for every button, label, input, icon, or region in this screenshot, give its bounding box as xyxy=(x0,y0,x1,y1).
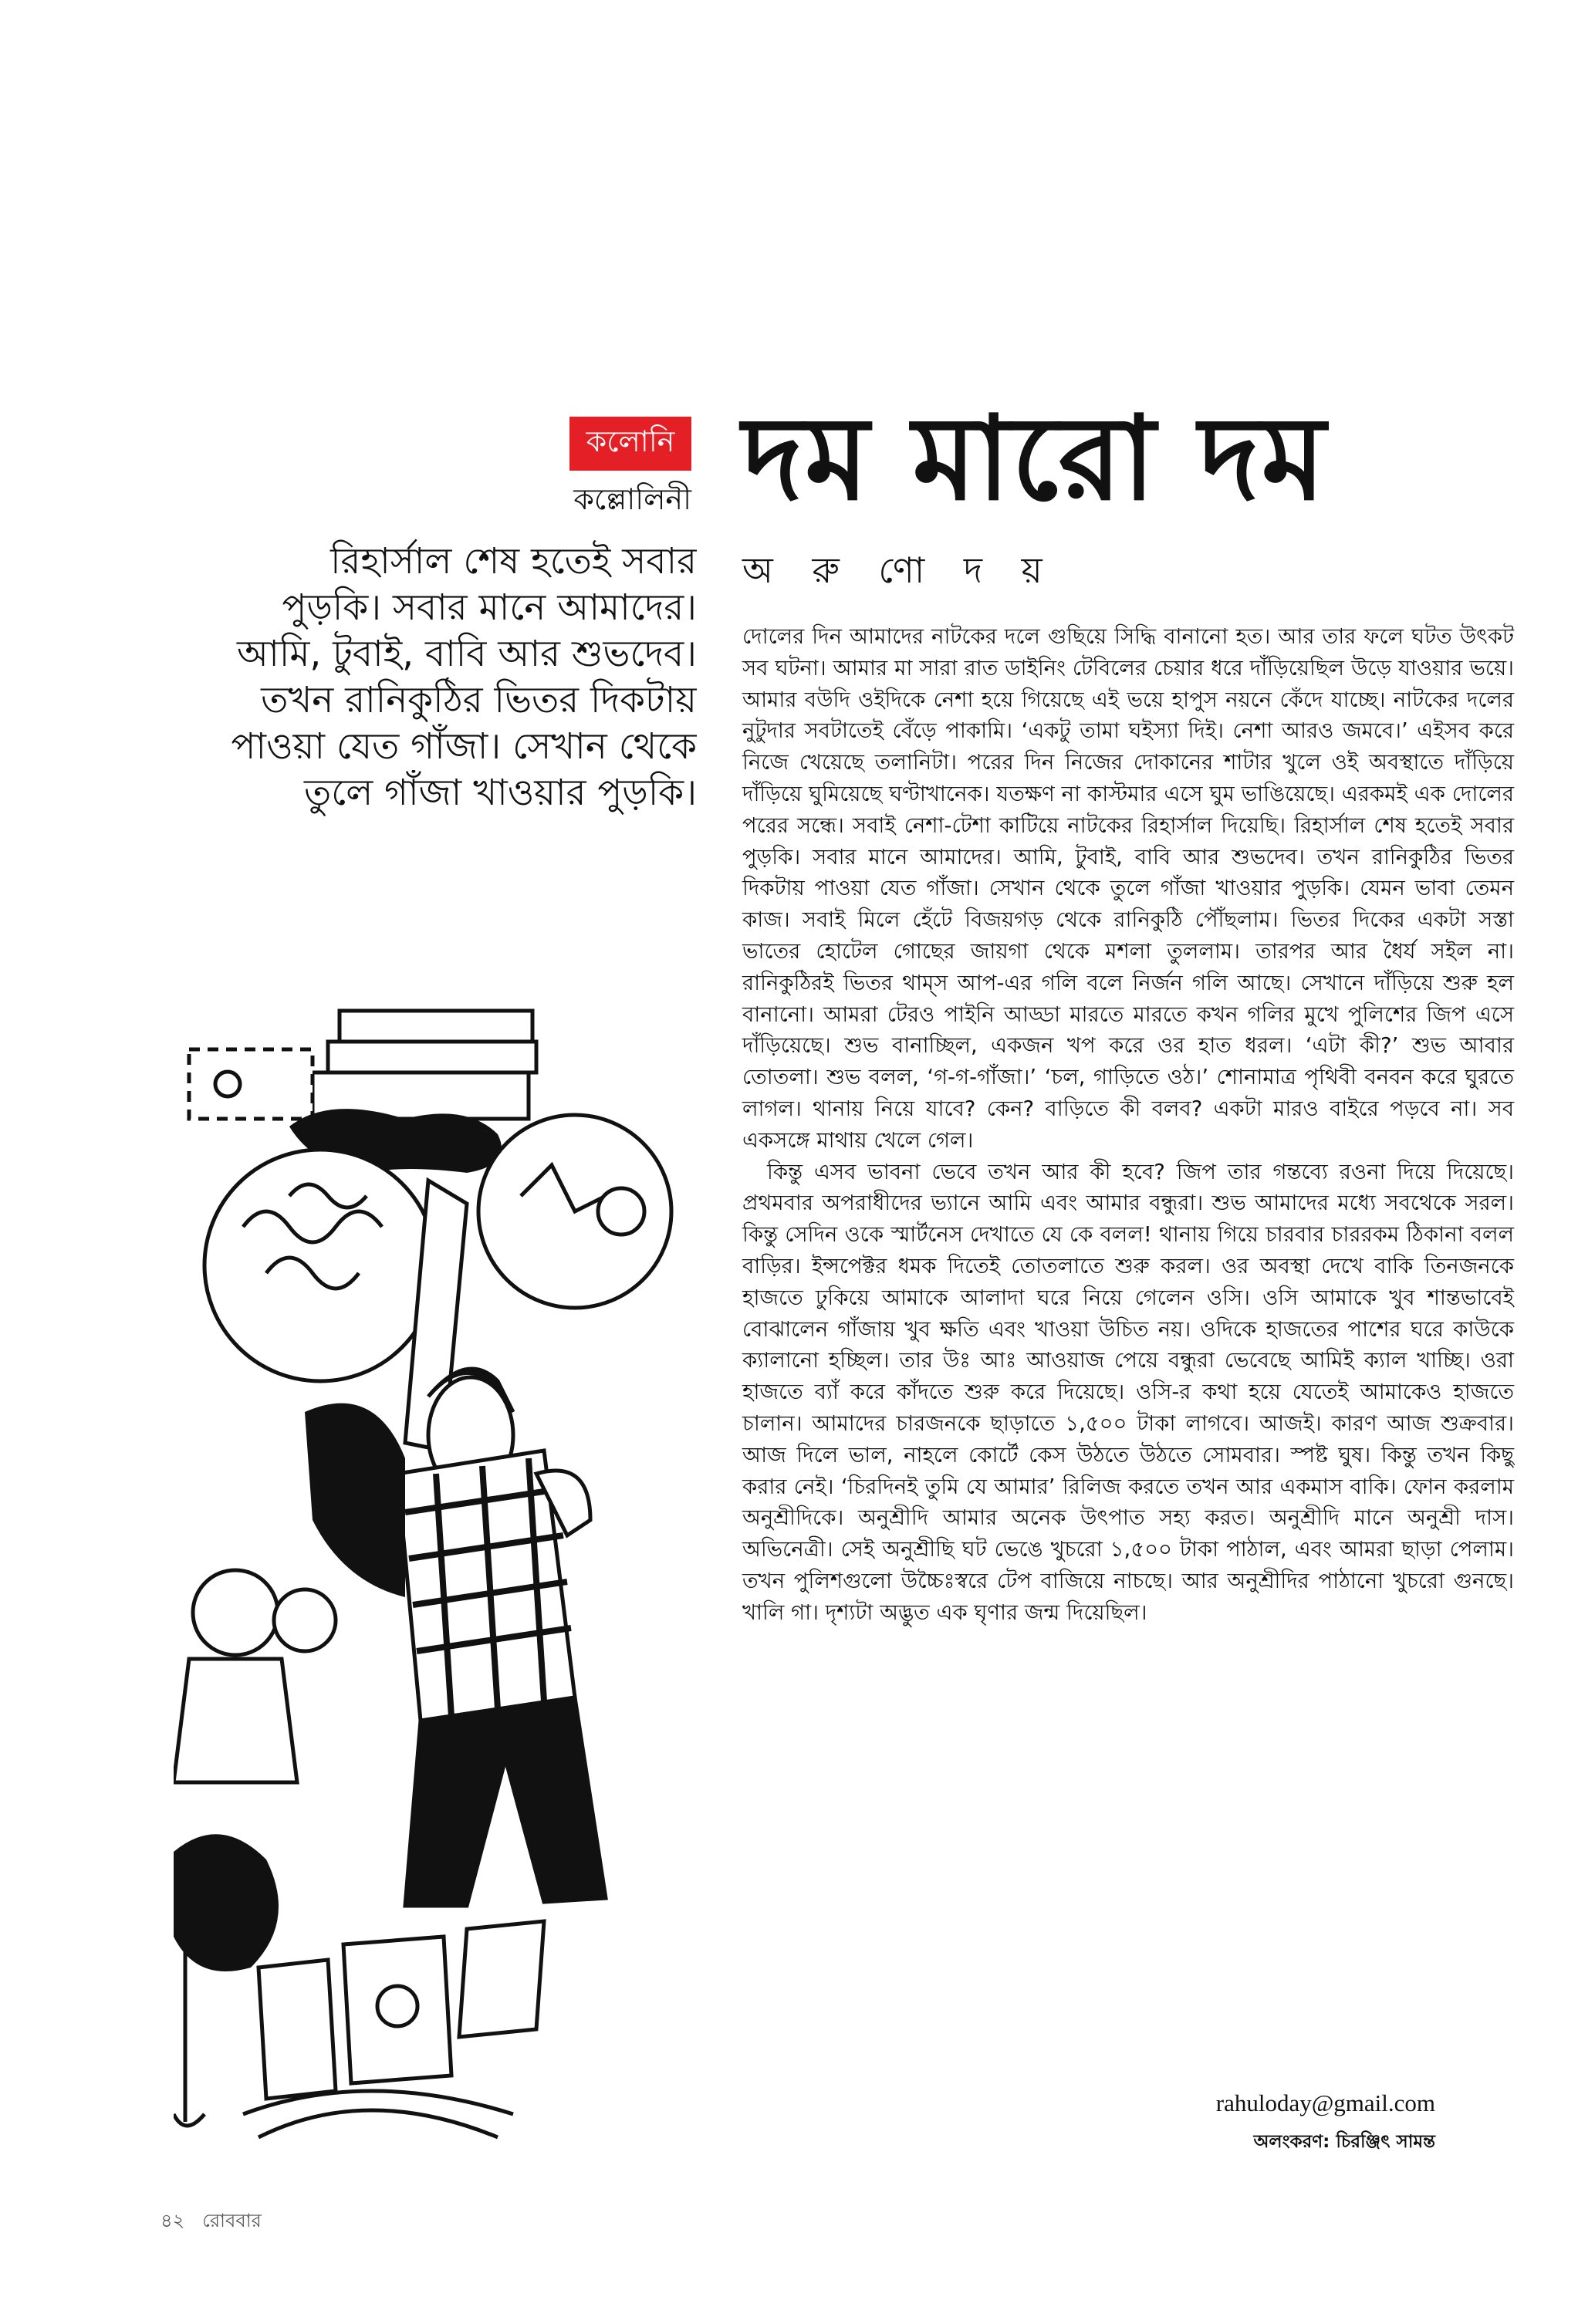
pull-quote-line: পাওয়া যেত গাঁজা। সেখান থেকে xyxy=(231,725,697,768)
pull-quote-line: তুলে গাঁজা খাওয়ার পুড়কি। xyxy=(304,772,697,814)
author-email[interactable]: rahuloday@gmail.com xyxy=(1215,2089,1435,2116)
bags-and-boxes xyxy=(243,1921,544,2137)
magazine-name: রোববার xyxy=(202,2210,262,2231)
man-with-boxes-illustration xyxy=(174,980,706,2153)
shadow-blob-left xyxy=(174,1834,279,1971)
column-name: কল্লোলিনী xyxy=(573,482,691,516)
pull-quote-line: আমি, টুবাই, বাবি আর শুভদেব। xyxy=(237,633,697,675)
article-paragraph: দোলের দিন আমাদের নাটকের দলে গুছিয়ে সিদ্ধি বানানো হত। আর তার ফলে ঘটত উৎকট সব ঘটনা। আমার মা সারা রাত ডাইনিং টেবিলের চেয়ার ধরে দাঁড়িয়েছিল উড়ে যাওয়ার ভয়ে। আমার বউদি ওইদিকে নেশা হয়ে গিয়েছে এই ভয়ে হাপুস নয়নে কেঁদে যাচ্ছে। নাটকের দলের নুটুদার সবটাতেই বেঁড়ে পাকামি। ‘একটু তামা ঘইস্যা দিই। নেশা আরও জমবে।’ এইসব করে নিজে খেয়েছে তলানিটা। পরের দিন নিজের দোকানের শাটার খুলে ওই অবস্থাতে দাঁড়িয়ে দাঁড়িয়ে ঘুমিয়েছে ঘণ্টাখানেক। যতক্ষণ না কাস্টমার এসে ঘুম ভাঙিয়েছে। এরকমই এক দোলের পরের সন্ধে। সবাই নেশা-টেশা কাটিয়ে নাটকের রিহার্সাল দিয়েছি। রিহার্সাল শেষ হতেই সবার পুড়কি। সবার মানে আমাদের। আমি, টুবাই, বাবি আর শুভদেব। তখন রানিকুঠির ভিতর দিকটায় পাওয়া যেত গাঁজা। সেখান থেকে তুলে গাঁজা খাওয়ার পুড়কি। যেমন ভাবা তেমন কাজ। সবাই মিলে হেঁটে বিজয়গড় থেকে রানিকুঠি পৌঁছলাম। ভিতর দিকের একটা সস্তা ভাতের হোটেল গোছের জায়গা থেকে মশলা তুললাম। তারপর আর ধৈর্য সইল না। রানিকুঠিরই ভিতর থাম্‌স আপ-এর গলি বলে নির্জন গলি আছে। সেখানে দাঁড়িয়ে শুরু হল বানানো। আমরা টেরও পাইনি আড্ডা মারতে মারতে কখন গলির মুখে পুলিশের জিপ এসে দাঁড়িয়েছে। শুভ বানাচ্ছিল, একজন খপ করে ওর হাত ধরল। ‘এটা কী?’ শুভ আবার তোতলা। শুভ বলল, ‘গ-গ-গাঁজা।’ ‘চল, গাড়িতে ওঠ।’ শোনামাত্র পৃথিবী বনবন করে ঘুরতে লাগল। থানায় নিয়ে যাবে? কেন? বাড়িতে কী বলব? একটা মারও বাইরে পড়বে না। সব একসঙ্গে মাথায় খেলে গেল। xyxy=(742,624,1514,1153)
article-body xyxy=(742,621,1514,1629)
page-footer xyxy=(161,2207,262,2238)
headline: দম মারো দম xyxy=(742,392,1327,526)
side-figures xyxy=(174,1570,336,1782)
boxes-stack xyxy=(189,1011,536,1119)
page-number: ৪২ xyxy=(161,2210,185,2231)
section-tag: কলোনি xyxy=(569,417,691,471)
shadow-blob-center xyxy=(305,1404,405,1597)
illustration-credit: অলংকরণ: চিরঞ্জিৎ সামন্ত xyxy=(1253,2132,1435,2152)
pull-quote xyxy=(158,539,697,816)
pull-quote-line: তখন রানিকুঠির ভিতর দিকটায় xyxy=(261,679,697,721)
pull-quote-line: পুড়কি। সবার মানে আমাদের। xyxy=(282,586,697,629)
author-byline: অ রু ণো দ য় xyxy=(742,549,1056,591)
article-paragraph: কিন্তু এসব ভাবনা ভেবে তখন আর কী হবে? জিপ তার গন্তব্যে রওনা দিয়ে দিয়েছে। প্রথমবার অপরাধীদের ভ্যানে আমি এবং আমার বন্ধুরা। শুভ আমাদের মধ্যে সবথেকে সরল। কিন্তু সেদিন ওকে স্মার্টনেস দেখাতে যে কে বলল! থানায় গিয়ে চারবার চাররকম ঠিকানা বলল বাড়ির। ইন্সপেক্টর ধমক দিতেই তোতলাতে শুরু করল। ওর অবস্থা দেখে বাকি তিনজনকে হাজতে ঢুকিয়ে আমাকে আলাদা ঘরে নিয়ে গেলেন ওসি। ওসি আমাকে খুব শান্তভাবেই বোঝালেন গাঁজায় খুব ক্ষতি এবং খাওয়া উচিত নয়। ওদিকে হাজতের পাশের ঘরে কাউকে ক্যালানো হচ্ছিল। তার উঃ আঃ আওয়াজ পেয়ে বন্ধুরা ভেবেছে আমিই ক্যাল খাচ্ছি। ওরা হাজতে ব্যাঁ করে কাঁদতে শুরু করে দিয়েছে। ওসি-র কথা হয়ে যেতেই আমাকেও হাজতে চালান। আমাদের চারজনকে ছাড়াতে ১,৫০০ টাকা লাগবে। আজই। কারণ আজ শুক্রবার। আজ দিলে ভাল, নাহলে কোর্টে কেস উঠতে উঠতে সোমবার। স্পষ্ট ঘুষ। কিন্তু তখন কিছু করার নেই। ‘চিরদিনই তুমি যে আমার’ রিলিজ করতে তখন আর একমাস বাকি। ফোন করলাম অনুশ্রীদিকে। অনুশ্রীদি আমার অনেক উৎপাত সহ্য করত। অনুশ্রীদি মানে অনুশ্রী দাস। অভিনেত্রী। সেই অনুশ্রীছি ঘট ভেঙে খুচরো ১,৫০০ টাকা পাঠাল, এবং আমরা ছাড়া পেলাম। তখন পুলিশগুলো উচ্চৈঃস্বরে টেপ বাজিয়ে নাচছে। আর অনুশ্রীদির পাঠানো খুচরো গুনছে। খালি গা। দৃশ্যটা অদ্ভুত এক ঘৃণার জন্ম দিয়েছিল। xyxy=(742,1159,1515,1625)
pull-quote-line: রিহার্সাল শেষ হতেই সবার xyxy=(330,540,697,583)
